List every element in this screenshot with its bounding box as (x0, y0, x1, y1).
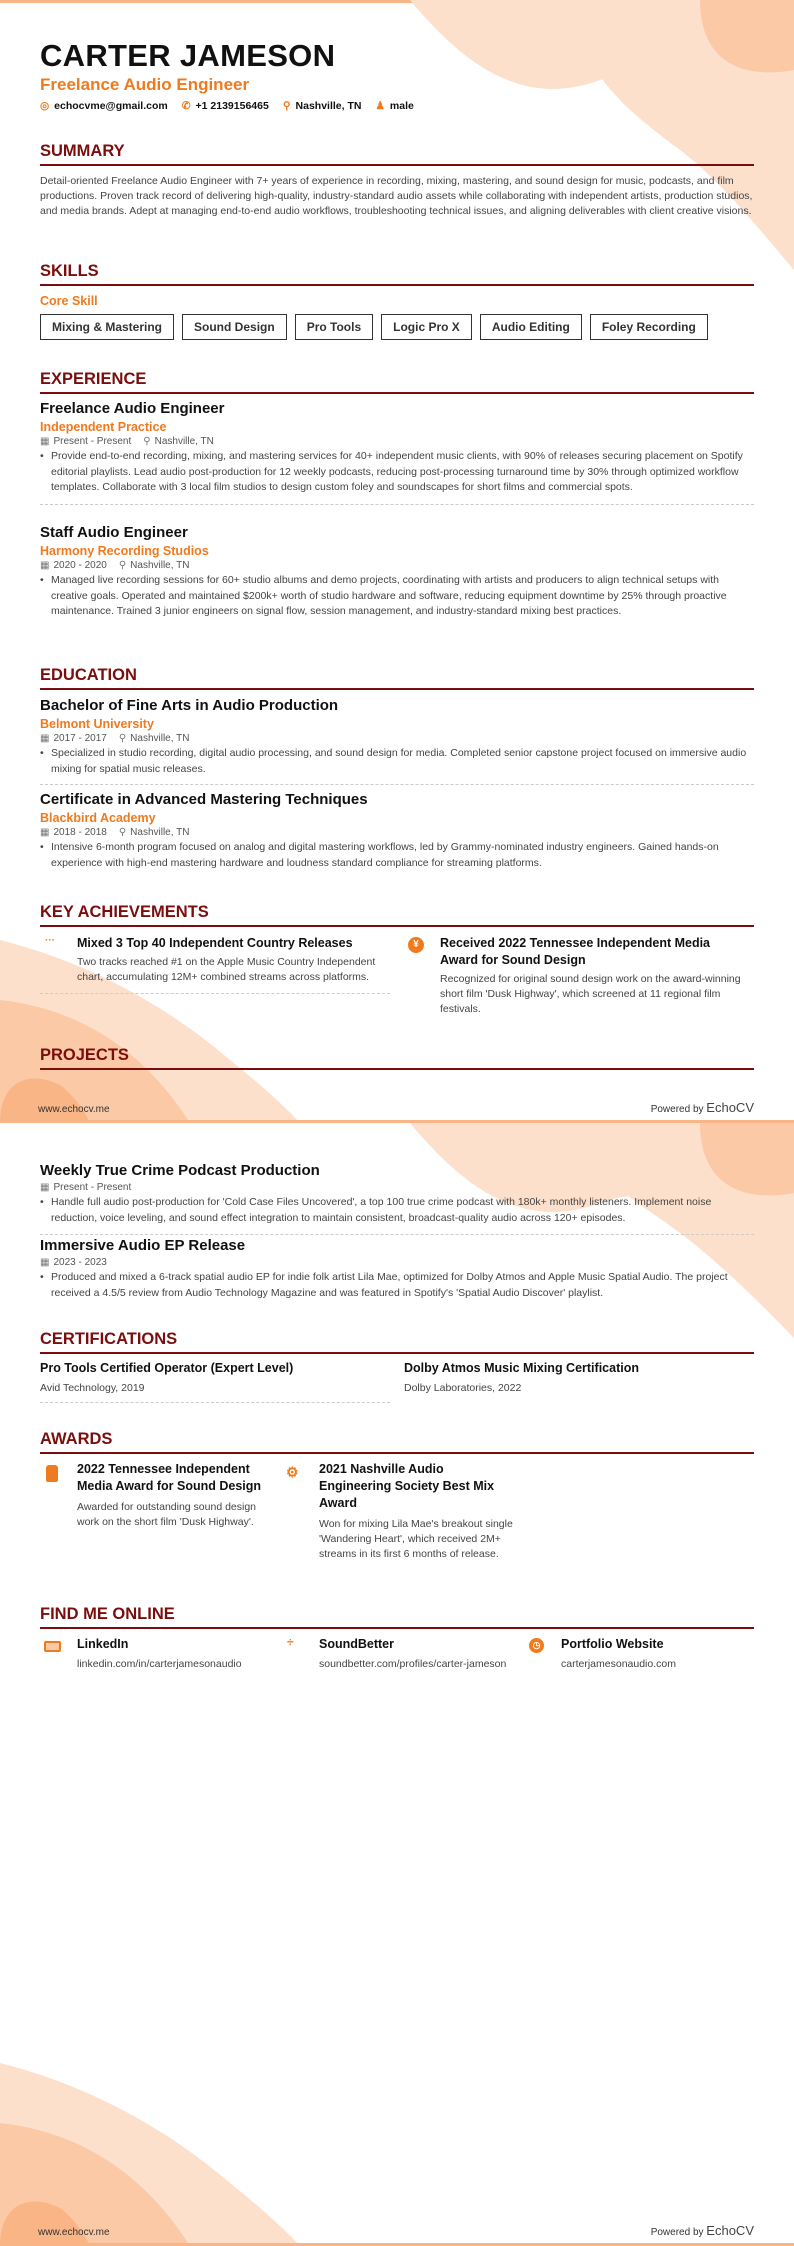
certification-issuer: Avid Technology, 2019 (40, 1382, 145, 1394)
dates: 2020 - 2020 (53, 560, 107, 571)
calendar-icon: ▦ (40, 827, 50, 838)
email-icon: ◎ (40, 100, 50, 112)
achievements-heading: KEY ACHIEVEMENTS (40, 903, 754, 927)
brand[interactable]: EchoCV (706, 1100, 754, 1115)
experience-item (40, 400, 754, 505)
award-desc: Won for mixing Lila Mae's breakout single 'Wandering Heart', which received 2M+ streams in its first 6 months of release. (319, 1518, 513, 1560)
online-url[interactable]: soundbetter.com/profiles/carter-jameson (319, 1658, 507, 1670)
footer (38, 2223, 754, 2238)
brand[interactable]: EchoCV (706, 2223, 754, 2238)
clock-icon: ◷ (529, 1638, 544, 1653)
achievement-item (440, 935, 750, 1017)
online-title: LinkedIn (77, 1637, 129, 1651)
calendar-icon: ▦ (40, 436, 50, 447)
medal-icon (46, 1465, 58, 1482)
experience-item (40, 524, 754, 620)
skill-tag: Mixing & Mastering (40, 314, 174, 340)
footer (38, 1100, 754, 1115)
dots-icon: ··· (45, 935, 55, 946)
candidate-name: CARTER JAMESON (40, 38, 336, 73)
school: Blackbird Academy (40, 811, 156, 825)
project-bullet: • Produced and mixed a 6-track spatial audio EP for indie folk artist Lila Mae, optimized for Dolby Atmos and Apple Music Spatial Audio. The project received a 4.5/5 review from Audio Technology Magazine and was featured in Spotify's 'Spatial Audio Discover' playlist. (40, 1270, 754, 1301)
phone-icon: ✆ (181, 100, 191, 112)
award-title: 2021 Nashville Audio Engineering Society Best Mix Award (319, 1462, 495, 1510)
footer-site[interactable]: www.echocv.me (38, 2227, 110, 2238)
online-title: Portfolio Website (561, 1637, 664, 1651)
award-desc: Awarded for outstanding sound design work on the short film 'Dusk Highway'. (77, 1501, 257, 1528)
job-location: Nashville, TN (154, 436, 214, 447)
job-title: Freelance Audio Engineer (40, 400, 225, 417)
calendar-icon: ▦ (40, 1257, 50, 1268)
person-icon: ♟ (375, 100, 385, 112)
location-icon: ⚲ (118, 560, 127, 571)
certification-item (404, 1360, 754, 1396)
job-bullet: • Managed live recording sessions for 60+ studio albums and demo projects, coordinating with artists and producers to align technical setups with creative goals. Operated and maintained $200k+ worth of studio hardware and software, reducing equipment downtime by 25% through proactive maintenance. Trained 3 junior engineers on signal flow, session management, and industry-standard mixing best practices. (40, 573, 754, 620)
calendar-icon: ▦ (40, 1182, 50, 1193)
certification-title: Pro Tools Certified Operator (Expert Level) (40, 1361, 294, 1375)
skill-tag: Sound Design (182, 314, 287, 340)
experience-heading: EXPERIENCE (40, 370, 754, 394)
project-bullet: • Handle full audio post-production for 'Cold Case Files Uncovered', a top 100 true crime podcast with 180k+ monthly listeners. Implement noise reduction, voice leveling, and sound effect integration to maintain consistent, broadcast-quality audio across 120+ episodes. (40, 1195, 754, 1226)
skills-group: Core Skill (40, 294, 98, 308)
gear-award-icon: ⚙ (286, 1464, 299, 1480)
summary-text: Detail-oriented Freelance Audio Engineer with 7+ years of experience in recording, mixing, mastering, and sound design for music, podcasts, and film productions. Proven track record of delivering high-quality, industry-standard audio assets while collaborating with independent artists, production studios, and media brands. Adept at managing end-to-end audio workflows, troubleshooting technical issues, and aligning deliverables with client creative visions. (40, 175, 753, 217)
online-item (77, 1636, 297, 1672)
location-icon: ⚲ (118, 733, 127, 744)
location-icon: ⚲ (282, 100, 291, 112)
school: Belmont University (40, 717, 154, 731)
calendar-icon: ▦ (40, 733, 50, 744)
certification-item (40, 1360, 390, 1403)
candidate-title: Freelance Audio Engineer (40, 75, 250, 94)
certifications-heading: CERTIFICATIONS (40, 1330, 754, 1354)
linkedin-icon (44, 1641, 61, 1652)
location-icon: ⚲ (118, 827, 127, 838)
award-title: 2022 Tennessee Independent Media Award for Sound Design (77, 1462, 262, 1493)
degree: Bachelor of Fine Arts in Audio Production (40, 697, 339, 714)
job-title: Staff Audio Engineer (40, 524, 188, 541)
education-bullet: • Specialized in studio recording, digital audio processing, and sound design for media. Completed senior capstone project focused on immersive audio mixing for spatial music releases. (40, 746, 754, 777)
education-item (40, 697, 754, 785)
project-item (40, 1162, 754, 1235)
skill-tag: Logic Pro X (381, 314, 472, 340)
footer-site[interactable]: www.echocv.me (38, 1104, 110, 1115)
projects-heading: PROJECTS (40, 1046, 754, 1070)
award-item (319, 1461, 519, 1562)
achievement-item (40, 935, 390, 994)
gender: male (389, 100, 414, 112)
location: Nashville, TN (295, 100, 362, 112)
achievement-desc: Two tracks reached #1 on the Apple Music Country Independent chart, accumulating 12M+ combined streams across platforms. (77, 956, 376, 983)
company: Harmony Recording Studios (40, 544, 209, 558)
dates: 2018 - 2018 (53, 827, 107, 838)
degree: Certificate in Advanced Mastering Techniques (40, 791, 368, 808)
company: Independent Practice (40, 420, 167, 434)
awards-heading: AWARDS (40, 1430, 754, 1454)
award-icon: ¥ (408, 937, 424, 953)
contact-info (40, 100, 754, 112)
divide-icon: ÷ (287, 1635, 294, 1649)
online-title: SoundBetter (319, 1637, 394, 1651)
education-item (40, 791, 754, 871)
job-bullet: • Provide end-to-end recording, mixing, and mastering services for 40+ independent music clients, with 90% of releases securing placement on Spotify editorial playlists. Lead audio post-production for 12 weekly podcasts, reducing post-processing turnaround time by 30% through optimized workflow templates. Collaborate with 3 local film studios to design custom foley and soundscapes for short films and commercial spots. (40, 449, 754, 496)
phone[interactable]: +1 2139156465 (195, 100, 269, 112)
skill-tag: Pro Tools (295, 314, 373, 340)
online-item (561, 1636, 751, 1672)
page-2 (0, 1123, 794, 2246)
calendar-icon: ▦ (40, 560, 50, 571)
achievement-title: Received 2022 Tennessee Independent Media Award for Sound Design (440, 936, 711, 967)
skill-tag: Audio Editing (480, 314, 582, 340)
job-location: Nashville, TN (130, 560, 190, 571)
online-item (319, 1636, 519, 1672)
achievement-title: Mixed 3 Top 40 Independent Country Releases (77, 936, 353, 950)
certification-title: Dolby Atmos Music Mixing Certification (404, 1361, 639, 1375)
dates: Present - Present (53, 1182, 132, 1193)
education-heading: EDUCATION (40, 666, 754, 690)
dates: 2023 - 2023 (53, 1257, 107, 1268)
education-bullet: • Intensive 6-month program focused on analog and digital mastering workflows, led by Grammy-nominated industry engineers. Gained hands-on experience with high-end mastering hardware and loudness standard compliance for streaming platforms. (40, 840, 754, 871)
location-icon: ⚲ (143, 436, 151, 447)
dates: Present - Present (53, 436, 132, 447)
school-location: Nashville, TN (130, 733, 190, 744)
dates: 2017 - 2017 (53, 733, 107, 744)
online-heading: FIND ME ONLINE (40, 1605, 754, 1629)
certification-issuer: Dolby Laboratories, 2022 (404, 1382, 522, 1394)
skills-heading: SKILLS (40, 262, 754, 286)
award-item (77, 1461, 277, 1530)
skill-tag: Foley Recording (590, 314, 708, 340)
online-url[interactable]: carterjamesonaudio.com (561, 1658, 676, 1670)
skills-tags (40, 314, 754, 340)
project-item (40, 1237, 754, 1301)
summary-heading: SUMMARY (40, 142, 754, 166)
school-location: Nashville, TN (130, 827, 190, 838)
email[interactable]: echocvme@gmail.com (54, 100, 168, 112)
project-title: Immersive Audio EP Release (40, 1237, 246, 1254)
online-url[interactable]: linkedin.com/in/carterjamesonaudio (77, 1658, 242, 1670)
project-title: Weekly True Crime Podcast Production (40, 1162, 320, 1179)
achievement-desc: Recognized for original sound design work on the award-winning short film 'Dusk Highway', which screened at 11 regional film festivals. (440, 973, 741, 1015)
powered-by: Powered by (650, 1104, 704, 1115)
powered-by: Powered by (650, 2227, 704, 2238)
